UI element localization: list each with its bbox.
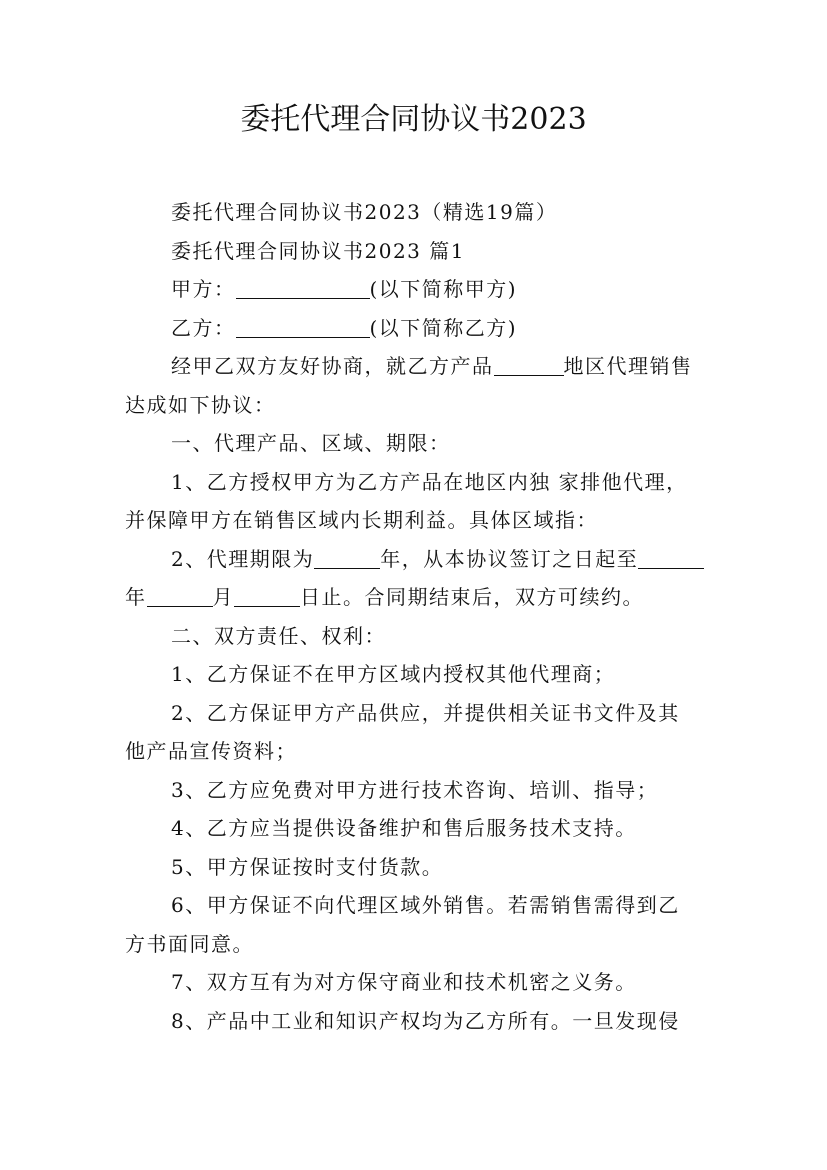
paragraph-text: 经甲乙双方友好协商，就乙方产品	[171, 354, 494, 378]
clause-line: 他产品宣传资料；	[125, 739, 297, 763]
clause-line: 5、甲方保证按时支付货款。	[171, 854, 444, 879]
years-blank	[314, 546, 380, 569]
party-b-note: (以下简称乙方)	[369, 315, 518, 340]
party-a-line	[125, 270, 705, 309]
paragraph-line: 达成如下协议：	[125, 392, 276, 417]
clause-line: 2、乙方保证甲方产品供应，并提供相关证书文件及其	[171, 700, 680, 725]
clause-line: 4、乙方应当提供设备维护和售后服务技术支持。	[171, 816, 637, 840]
clause-line: 6、甲方保证不向代理区域外销售。若需销售需得到乙	[171, 893, 680, 917]
party-a-note: (以下简称甲方)	[369, 277, 518, 301]
product-blank	[494, 353, 564, 376]
party-b-line	[125, 309, 705, 348]
clause-text: 年，从本协议签订之日起至	[380, 546, 639, 571]
clause-line	[125, 578, 705, 617]
subtitle-line: 委托代理合同协议书2023（精选19篇）	[171, 200, 558, 224]
clause-line: 8、产品中工业和知识产权均为乙方所有。一旦发现侵	[171, 1008, 680, 1033]
section-heading: 一、代理产品、区域、期限：	[171, 431, 451, 455]
end-year-blank	[638, 546, 704, 569]
document-body	[125, 193, 705, 1040]
section-heading: 二、双方责任、权利：	[171, 623, 386, 648]
clause-line: 7、双方互有为对方保守商业和技术机密之义务。	[171, 970, 637, 994]
paragraph-line	[125, 347, 705, 386]
party-b-blank	[236, 315, 370, 338]
party-a-label: 甲方：	[171, 277, 236, 301]
clause-line: 3、乙方应免费对甲方进行技术咨询、培训、指导；	[171, 777, 659, 802]
party-a-blank	[236, 276, 370, 299]
clause-text: 日止。合同期结束后，双方可续约。	[300, 585, 644, 609]
clause-line: 1、乙方授权甲方为乙方产品在地区内独 家排他代理，	[171, 469, 688, 494]
clause-line: 方书面同意。	[125, 931, 254, 956]
month-blank	[147, 584, 213, 607]
clause-line: 1、乙方保证不在甲方区域内授权其他代理商；	[171, 662, 616, 686]
paragraph-text: 地区代理销售	[563, 354, 693, 378]
clause-text: 月	[212, 585, 234, 609]
document-title: 委托代理合同协议书2023	[240, 102, 587, 137]
day-blank	[234, 584, 300, 607]
clause-text: 2、代理期限为	[171, 546, 315, 571]
clause-line: 并保障甲方在销售区域内长期利益。具体区域指：	[125, 508, 598, 532]
clause-text: 年	[125, 585, 147, 609]
party-b-label: 乙方：	[171, 315, 236, 340]
clause-line	[125, 540, 705, 579]
section-heading: 委托代理合同协议书2023 篇1	[171, 238, 465, 263]
